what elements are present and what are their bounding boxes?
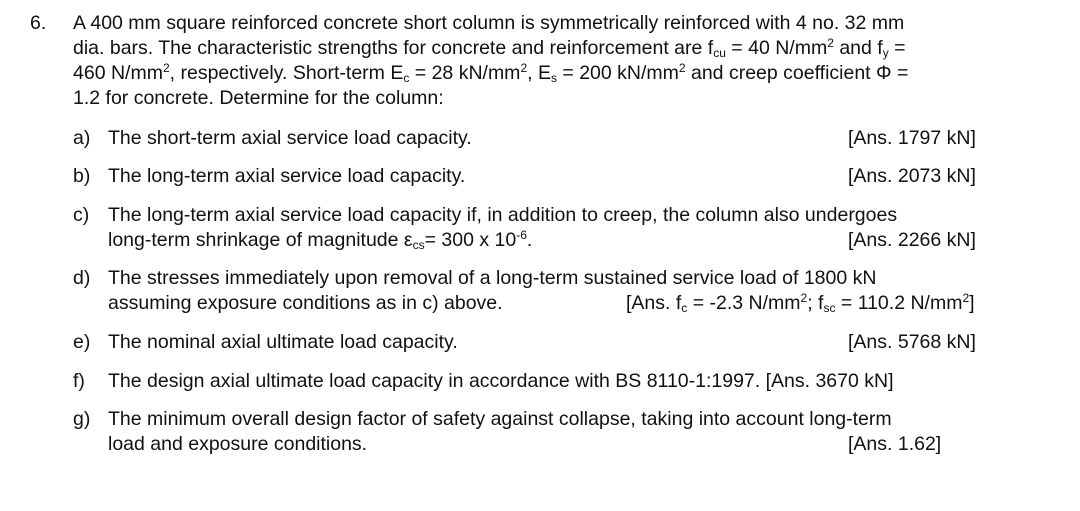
part-c-text-line-1: The long-term axial service load capacity if, in addition to creep, the column also undergoes [108,204,898,226]
part-g-text-line-2: load and exposure conditions. [108,433,368,455]
part-a-answer: [Ans. 1797 kN] [848,127,976,149]
stem-line-3 [73,60,908,86]
stem-text: = 40 N/mm [725,37,828,59]
part-c-label: c) [73,204,90,226]
subscript: y [882,46,889,60]
stem-text: , respectively. Short-term E [169,62,404,84]
part-b-label: b) [73,165,91,187]
answer-text: = -2.3 N/mm [687,292,801,314]
stem-text: dia. bars. The characteristic strengths for concrete and reinforcement are f [73,37,714,59]
answer-text: [Ans. f [626,292,682,314]
part-f-label: f) [73,370,85,392]
part-a-label: a) [73,127,91,149]
part-b-text: The long-term axial service load capacity. [108,165,466,187]
superscript: 2 [678,61,686,75]
stem-line-4: 1.2 for concrete. Determine for the column: [73,87,444,109]
part-g-label: g) [73,408,91,430]
part-d-text-line-2: assuming exposure conditions as in c) above. [108,292,503,314]
superscript: 2 [162,61,170,75]
superscript: 2 [800,291,808,305]
part-g-answer: [Ans. 1.62] [848,433,942,455]
part-f-text: The design axial ultimate load capacity in accordance with BS 8110-1:1997. [Ans. 3670 kN] [108,370,894,392]
stem-text: 460 N/mm [73,62,163,84]
stem-line-1: A 400 mm square reinforced concrete short column is symmetrically reinforced with 4 no. 32 mm [73,12,905,34]
superscript: 2 [962,291,970,305]
stem-text: = [888,37,906,59]
superscript: -6 [516,228,527,242]
part-d-answer [626,290,975,316]
stem-text: and f [833,37,883,59]
part-c-text: long-term shrinkage of magnitude ε [108,229,413,251]
answer-text: ; f [807,292,824,314]
question-number: 6. [30,12,47,34]
superscript: 2 [520,61,528,75]
subscript: cu [713,46,726,60]
part-d-text-line-1: The stresses immediately upon removal of a long-term sustained service load of 1800 kN [108,267,877,289]
subscript: c [403,71,410,85]
part-d-label: d) [73,267,91,289]
stem-text: and creep coefficient Φ = [685,62,909,84]
subscript: c [681,301,688,315]
part-c-text-line-2 [108,227,532,253]
superscript: 2 [827,36,834,50]
part-c-text: = 300 x 10 [424,229,517,251]
part-b-answer: [Ans. 2073 kN] [848,165,976,187]
subscript: cs [412,238,425,252]
part-e-text: The nominal axial ultimate load capacity. [108,331,458,353]
subscript: s [550,71,557,85]
part-e-label: e) [73,331,91,353]
part-c-text: . [526,229,533,251]
part-a-text: The short-term axial service load capacity. [108,127,472,149]
part-e-answer: [Ans. 5768 kN] [848,331,976,353]
stem-text: = 200 kN/mm [556,62,679,84]
stem-line-2 [73,35,906,61]
answer-text: = 110.2 N/mm [835,292,963,314]
stem-text: , E [527,62,551,84]
answer-text: ] [969,292,975,314]
stem-text: = 28 kN/mm [409,62,521,84]
part-c-answer: [Ans. 2266 kN] [848,229,976,251]
subscript: sc [823,301,836,315]
part-g-text-line-1: The minimum overall design factor of safety against collapse, taking into account long-term [108,408,892,430]
